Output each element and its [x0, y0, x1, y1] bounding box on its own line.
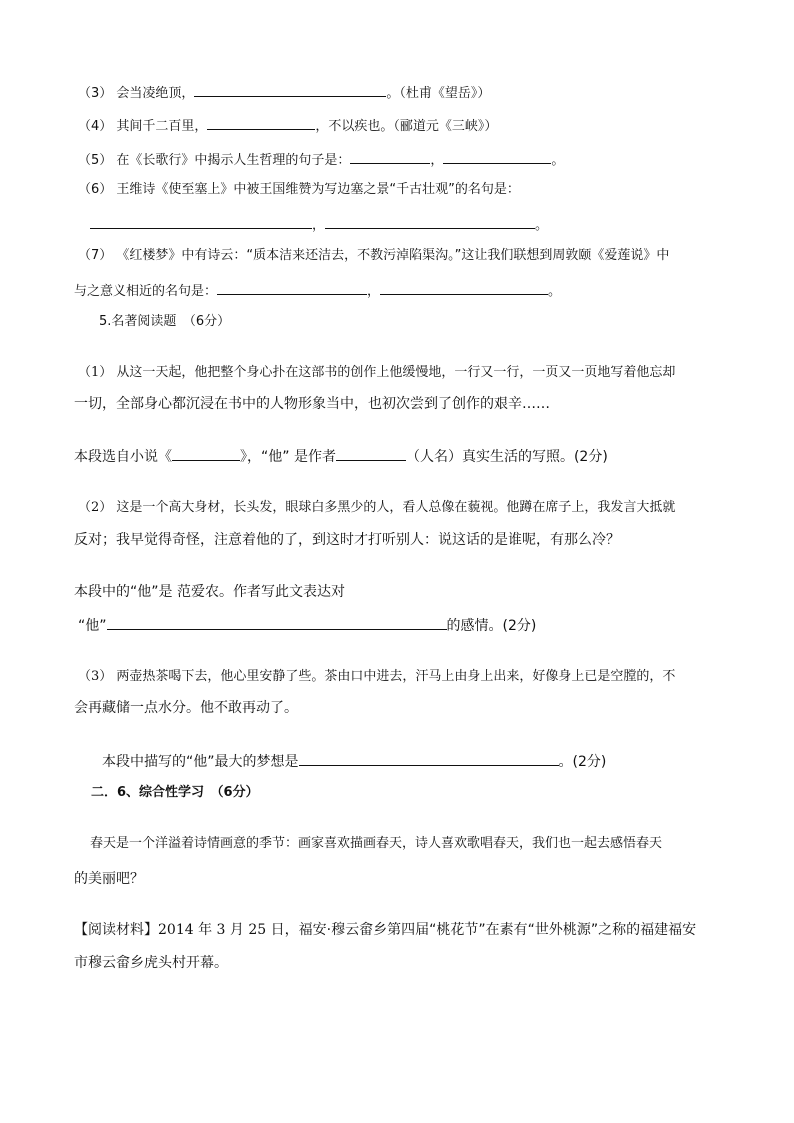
reading-1-line-1: （1） 从这一天起，他把整个身心扑在这部书的创作上他缓慢地，一行又一行，一页又一页地写着他忘却 — [78, 365, 676, 380]
question-7-line-1 — [78, 249, 669, 262]
reading-material-line-2: 市穆云畲乡虎头村开幕。 — [74, 955, 228, 971]
q3-answer-blank[interactable] — [194, 84, 386, 97]
reading-3-line-1: （3） 两壶热茶喝下去，他心里安静了些。茶由口中进去，汗马上由身上出来，好像身上已是空膛的，不 — [78, 669, 676, 684]
section-5-title: 5.名著阅读题 （6分） — [99, 314, 231, 329]
q4-answer-blank[interactable] — [207, 117, 315, 130]
q6-answer-blank-2[interactable] — [325, 216, 535, 229]
r2-q-a: “他” — [78, 618, 107, 634]
q4-text-a: （4） 其间千二百里， — [78, 119, 208, 134]
q7-line1: （7） 《红楼梦》中有诗云：“质本洁来还洁去，不教污淖陷渠沟。”这让我们联想到周敦颐《爱莲说》中 — [78, 248, 670, 263]
q7-end: 。 — [548, 284, 562, 299]
q4-text-b: ，不以疾也。（郦道元《三峡》） — [315, 119, 498, 134]
section-6-title: 二．6、综合性学习 （6分） — [91, 785, 259, 800]
material-t2: 月 — [225, 922, 249, 938]
reading-1-question — [74, 448, 608, 464]
q5-text-a: （5） 在《长歌行》中揭示人生哲理的句子是： — [78, 153, 351, 168]
reading-2-line-1: （2） 这是一个高大身材，长头发，眼球白多黑少的人，看人总像在藐视。他蹲在席子上，我发言大抵就 — [78, 500, 676, 515]
novel-title-blank[interactable] — [172, 448, 240, 461]
question-4 — [78, 117, 497, 133]
r2-q-b: 的感情。(2分) — [446, 618, 537, 634]
material-t1: 年 — [193, 922, 217, 938]
q5-answer-blank-2[interactable] — [443, 151, 551, 164]
reading-3-question — [102, 753, 606, 769]
spring-intro-line-1: 春天是一个洋溢着诗情画意的季节：画家喜欢描画春天，诗人喜欢歌唱春天，我们也一起去感悟春天 — [90, 836, 663, 851]
q5-text-b: ， — [430, 153, 444, 168]
q6-answer-blank-1[interactable] — [90, 216, 312, 229]
reading-1-line-2: 一切，全部身心都沉浸在书中的人物形象当中，也初次尝到了创作的艰辛…… — [74, 396, 550, 412]
q7-mid: ， — [367, 284, 381, 299]
reading-2-question-line-1: 本段中的“他”是 范爱农。作者写此文表达对 — [74, 584, 345, 600]
question-5 — [78, 151, 564, 167]
reading-2-question-line-2 — [78, 617, 536, 633]
material-t3: 日，福安·穆云畲乡第四届“桃花节”在素有“世外桃源”之称的福建福安 — [266, 922, 697, 938]
feeling-answer-blank[interactable] — [107, 617, 447, 630]
q7-answer-blank-1[interactable] — [217, 282, 367, 295]
q5-text-c: 。 — [551, 153, 565, 168]
q3-text-b: 。（杜甫《望岳》） — [386, 86, 491, 101]
spring-intro-line-2: 的美丽吧？ — [74, 871, 144, 887]
question-3 — [78, 84, 490, 100]
r1-q-c: （人名）真实生活的写照。(2分) — [405, 449, 608, 465]
q6-end: 。 — [535, 218, 549, 233]
question-6-answer-line — [90, 216, 548, 232]
q7-answer-blank-2[interactable] — [380, 282, 548, 295]
r1-q-b: 》，“他” 是作者 — [240, 449, 336, 465]
q3-text-a: （3） 会当凌绝顶， — [78, 86, 195, 101]
reading-material-line-1 — [74, 923, 696, 937]
r1-q-a: 本段选自小说《 — [74, 449, 172, 465]
dream-answer-blank[interactable] — [299, 753, 559, 766]
q7-line2: 与之意义相近的名句是： — [74, 284, 218, 299]
q5-answer-blank-1[interactable] — [350, 151, 430, 164]
r3-q-b: 。(2分) — [558, 754, 607, 770]
question-6 — [78, 183, 520, 196]
material-label: 【阅读材料】 — [74, 922, 158, 938]
reading-3-line-2: 会再藏储一点水分。他不敢再动了。 — [74, 700, 298, 716]
reading-2-line-2: 反对；我早觉得奇怪，注意着他的了，到这时才打听别人：说这话的是谁呢，有那么冷？ — [74, 532, 620, 548]
q6-mid: ， — [312, 218, 326, 233]
material-month: 3 — [216, 922, 226, 938]
r3-q-a: 本段中描写的“他”最大的梦想是 — [102, 754, 299, 770]
author-name-blank[interactable] — [336, 448, 406, 461]
material-year: 2014 — [158, 922, 194, 938]
material-day: 25 — [248, 922, 267, 938]
q6-text: （6） 王维诗《使至塞上》中被王国维赞为写边塞之景“千古壮观”的名句是： — [78, 182, 520, 197]
question-7-line-2 — [74, 282, 561, 298]
